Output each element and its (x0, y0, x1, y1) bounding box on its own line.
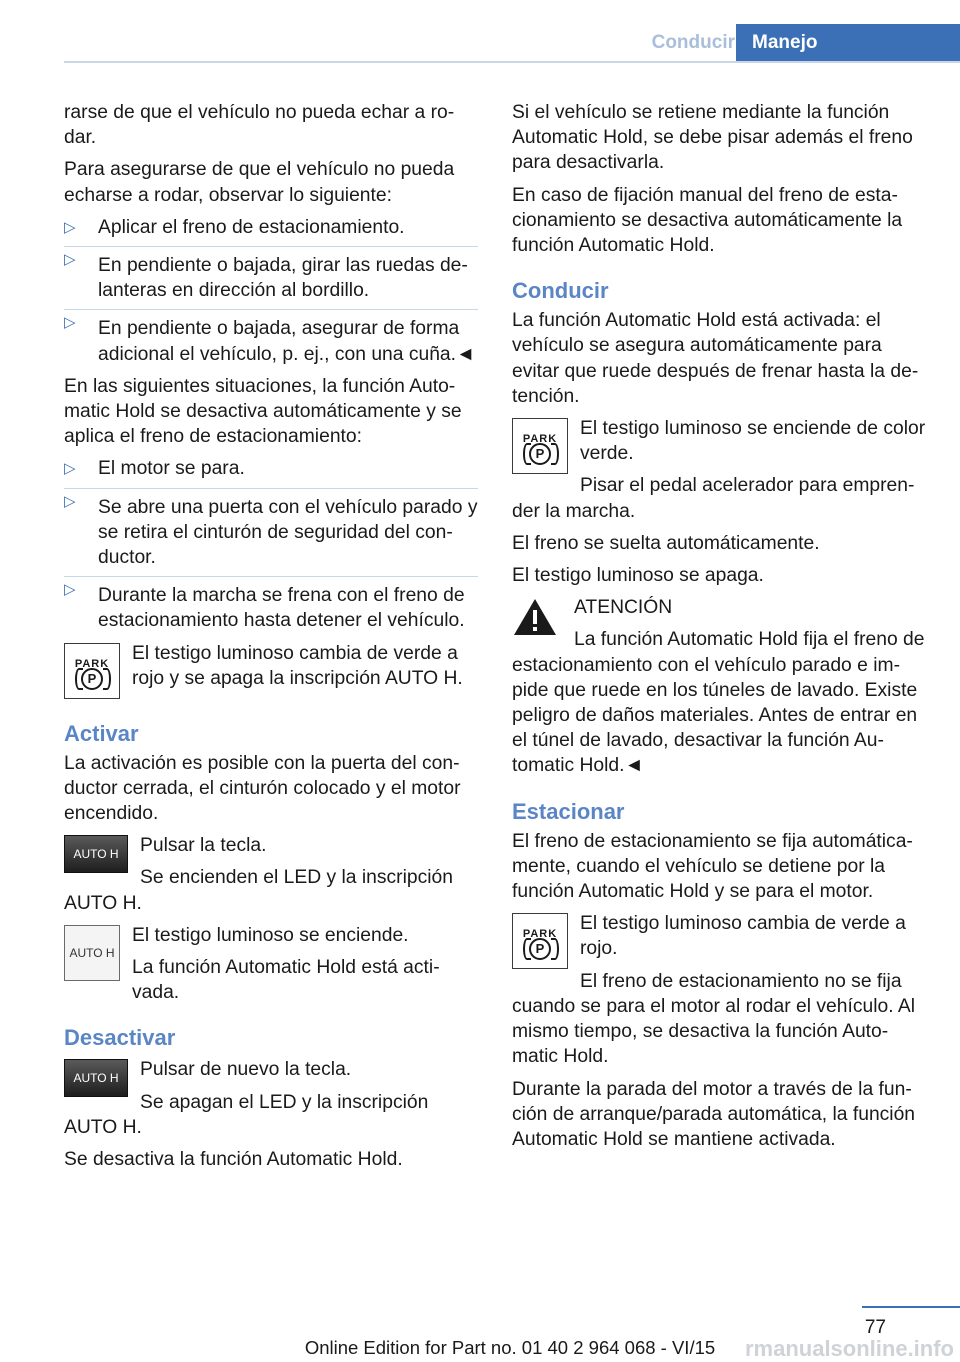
paragraph: Si el vehículo se retiene mediante la función Automatic Hold, se debe pisar además el freno para desactivarla. (512, 102, 913, 174)
watermark: rmanualsonline.info (744, 1336, 954, 1361)
right-column (512, 100, 926, 1159)
heading-activar: Activar (64, 720, 139, 746)
paragraph: La función Automatic Hold está activada: el vehículo se asegura automáticamente para evitar que ruede después de frenar hasta la detención. (512, 310, 919, 407)
paragraph: El freno se suelta automáticamente. (512, 532, 820, 554)
header-rule (64, 61, 960, 63)
park-indicator-icon: PARK P (512, 418, 568, 474)
park-indicator-icon: PARK P (64, 643, 120, 699)
paragraph: En caso de fijación manual del freno de estacionamiento se desactiva automáticamente la función Automatic Hold. (512, 184, 903, 257)
warning-icon (512, 597, 558, 635)
tab-manejo[interactable]: Manejo (736, 24, 960, 62)
auto-h-button-icon: AUTO H (64, 1059, 128, 1097)
paragraph: Se desactiva la función Automatic Hold. (64, 1149, 403, 1171)
list-item: ▷ Se abre una puerta con el vehículo parado y se retira el cinturón de seguridad del conductor. (64, 488, 478, 571)
paragraph: En las siguientes situaciones, la función Automatic Hold se desactiva automáticamente y se aplica el freno de estacionamiento: (64, 375, 462, 448)
auto-h-button-icon: AUTO H (64, 835, 128, 873)
tab-conducir[interactable]: Conducir (651, 32, 735, 53)
auto-h-off-note: AUTO H Pulsar de nuevo la tecla. Se apagan el LED y la inscripción AUTO H. (64, 1059, 429, 1138)
park-note: PARK P El testigo luminoso cambia de verde a rojo. El freno de estacionamiento no se fija cuando se para el motor al rodar el vehículo. Al mismo tiempo, se desactiva la función Automatic Hold. (512, 913, 915, 1068)
precaution-list (64, 215, 478, 367)
bullet-triangle-icon: ▷ (64, 251, 76, 269)
paragraph: rarse de que el vehículo no pueda echar a rodar. (64, 102, 455, 149)
auto-h-indicator-icon: AUTO H (64, 925, 120, 981)
park-indicator-icon: PARK P (512, 913, 568, 969)
bullet-triangle-icon: ▷ (64, 492, 76, 510)
list-item: ▷ En pendiente o bajada, asegurar de forma adicional el vehículo, p. ej., con una cuña.◄ (64, 309, 478, 366)
auto-h-button-note: AUTO H Pulsar la tecla. Se encienden el LED y la inscripción AUTO H. (64, 835, 453, 914)
page-number: 77 (864, 1317, 886, 1338)
heading-conducir: Conducir (512, 278, 609, 304)
bullet-triangle-icon: ▷ (64, 314, 76, 332)
bullet-triangle-icon: ▷ (64, 460, 76, 478)
park-note: PARK P El testigo luminoso se enciende de color verde. Pisar el pedal acelerador para emprender la marcha. (512, 418, 926, 522)
bullet-triangle-icon: ▷ (64, 581, 76, 599)
warning-note: ATENCIÓN La función Automatic Hold fija el freno de estacionamiento con el vehículo parado e impide que ruede en los túneles de lavado. Existe peligro de daños materiales. Antes de entrar en el túnel de lavado, desactivar la función Automatic Hold.◄ (512, 597, 925, 777)
heading-estacionar: Estacionar (512, 798, 625, 824)
paragraph: Para asegurarse de que el vehículo no pueda echarse a rodar, observar lo siguiente: (64, 159, 455, 206)
paragraph: Durante la parada del motor a través de la función de arranque/parada automática, la función Automatic Hold se mantiene activada. (512, 1078, 916, 1150)
left-column (64, 100, 478, 1179)
list-item: ▷ Durante la marcha se frena con el freno de estacionamiento hasta detener el vehículo. (64, 576, 478, 633)
paragraph: El testigo luminoso se apaga. (512, 565, 764, 587)
auto-h-indicator-note: AUTO H El testigo luminoso se enciende. La función Automatic Hold está activada. (64, 923, 478, 1006)
park-note: PARK P El testigo luminoso cambia de verde a rojo y se apaga la inscripción AUTO H. (64, 641, 478, 701)
paragraph: El freno de estacionamiento se fija automáticamente, cuando el vehículo se detiene por la función Automatic Hold y se para el motor. (512, 830, 913, 903)
list-item: ▷ El motor se para. (64, 456, 478, 481)
bullet-triangle-icon: ▷ (64, 218, 76, 236)
footer-rule (862, 1306, 960, 1308)
heading-desactivar: Desactivar (64, 1025, 176, 1051)
list-item: ▷ Aplicar el freno de estacionamiento. (64, 215, 478, 240)
deactivation-list (64, 456, 478, 633)
list-item: ▷ En pendiente o bajada, girar las ruedas delanteras en dirección al bordillo. (64, 246, 478, 303)
edition-footer: Online Edition for Part no. 01 40 2 964 068 - VI/15 (304, 1337, 716, 1358)
paragraph: La activación es posible con la puerta del conductor cerrada, el cinturón colocado y el motor encendido. (64, 752, 461, 825)
